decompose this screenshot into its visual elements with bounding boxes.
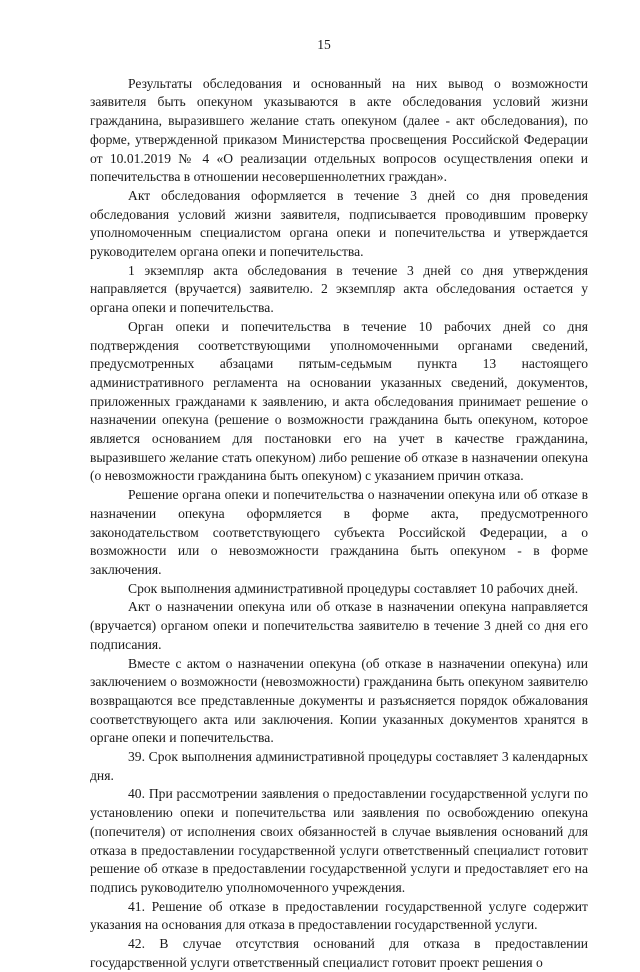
paragraph: Акт обследования оформляется в течение 3 дней со дня проведения обследования условий жизни заявителя, подписывается проводившим проверку уполномоченным специалистом органа опеки и попечительства и утверждается руководителем органа опеки и попечительства. — [90, 187, 588, 260]
paragraph: Результаты обследования и основанный на них вывод о возможности заявителя быть опекуном указываются в акте обследования условий жизни гражданина, выразившего желание стать опекуном (далее - акт обследования), по форме, утвержденной приказом Министерства просвещения Российской Федерации от 10.01.2019 № 4 «О реализации отдельных вопросов осуществления опеки и попечительства в отношении несовершеннолетних граждан». — [90, 75, 588, 185]
paragraph: Акт о назначении опекуна или об отказе в назначении опекуна направляется (вручается) органом опеки и попечительства заявителю в течение 3 дней со дня его подписания. — [90, 599, 588, 652]
paragraph: Орган опеки и попечительства в течение 10 рабочих дней со дня подтверждения соответствующими уполномоченными органами сведений, предусмотренных абзацами пятым-седьмым пункта 13 настоящего административного регламента на основании указанных сведений, документов, приложенных гражданами к заявлению, и акта обследования принимает решение о назначении опекуна (решение о возможности гражданина быть опекуном, которое является основанием для постановки его на учет в качестве гражданина, выразившего желание стать опекуном) либо решение об отказе в назначении опекуна (о невозможности гражданина быть опекуном) с указанием причин отказа. — [90, 318, 588, 484]
paragraph: 39. Срок выполнения административной процедуры составляет 3 календарных дня. — [90, 749, 588, 783]
paragraph: 41. Решение об отказе в предоставлении государственной услуге содержит указания на основания для отказа в предоставлении государственной услуги. — [90, 898, 588, 933]
paragraph: Срок выполнения административной процедуры составляет 10 рабочих дней. — [128, 580, 579, 596]
paragraph: Решение органа опеки и попечительства о назначении опекуна или об отказе в назначении опекуна оформляется в форме акта, предусмотренного законодательством соответствующего субъекта Российской Федерации, а о возможности или о невозможности гражданина быть опекуном - в форме заключения. — [90, 487, 588, 577]
paragraph: 40. При рассмотрении заявления о предоставлении государственной услуги по установлению опеки и попечительства или заявления по освобождению опекуна (попечителя) от исполнения своих обязанностей в случае выявления оснований для отказа в предоставлении государственной услуги ответственный специалист готовит решение об отказе в предоставлении государственной услуги и предоставляет его на подпись руководителю уполномоченного учреждения. — [90, 786, 588, 895]
paragraph: 1 экземпляр акта обследования в течение 3 дней со дня утверждения направляется (вручается) заявителю. 2 экземпляр акта обследования остается у органа опеки и попечительства. — [90, 262, 588, 316]
page-number: 15 — [317, 37, 331, 52]
paragraph: Вместе с актом о назначении опекуна (об отказе в назначении опекуна) или заключением о возможности (невозможности) гражданина быть опекуном заявителю возвращаются все представленные документы и разъясняется порядок обжалования соответствующего акта или заключения. Копии указанных документов хранятся в органе опеки и попечительства. — [90, 655, 588, 746]
paragraph: 42. В случае отсутствия оснований для отказа в предоставлении государственной услуги ответственный специалист готовит проект решения о — [90, 936, 588, 970]
document-body — [90, 75, 588, 972]
